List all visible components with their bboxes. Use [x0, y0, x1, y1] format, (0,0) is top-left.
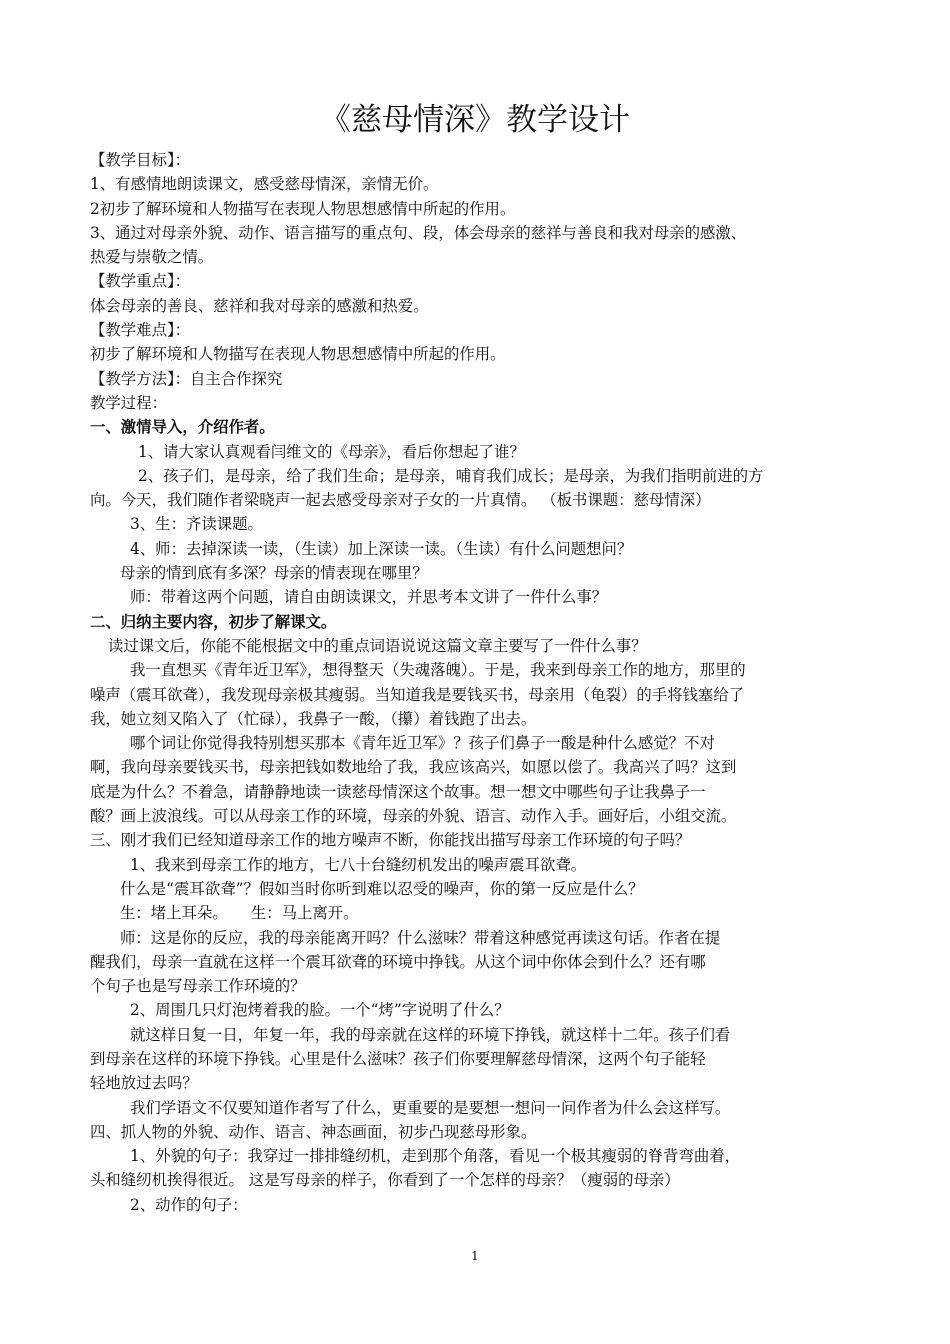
text-line: 1、外貌的句子：我穿过一排排缝纫机，走到那个角落，看见一个极其瘦弱的脊背弯曲着，	[130, 1147, 741, 1166]
text-line: 1、有感情地朗读课文，感受慈母情深，亲情无价。	[90, 175, 439, 194]
text-line: 醒我们，母亲一直就在这样一个震耳欲聋的环境中挣钱。从这个词中你体会到什么？还有哪	[90, 952, 706, 971]
text-line: 读过课文后，你能不能根据文中的重点词语说说这篇文章主要写了一件什么事？	[108, 636, 647, 655]
text-line: 啊，我向母亲要钱买书，母亲把钱如数地给了我，我应该高兴，如愿以偿了。我高兴了吗？这到	[90, 758, 737, 777]
text-line: 四、抓人物的外貌、动作、语言、神态画面，初步凸现慈母形象。	[90, 1122, 537, 1141]
text-line: 2、周围几只灯泡烤着我的脸。一个“烤”字说明了什么？	[130, 1001, 510, 1020]
text-line: 个句子也是写母亲工作环境的？	[90, 977, 306, 996]
text-line: 2、孩子们，是母亲，给了我们生命；是母亲，哺育我们成长；是母亲，为我们指明前进的方	[138, 466, 764, 485]
text-line: 师：带着这两个问题，请自由朗读课文，并思考本文讲了一件什么事？	[130, 588, 608, 607]
text-line: 到母亲在这样的环境下挣钱。心里是什么滋味？孩子们你要理解慈母情深，这两个句子能轻	[90, 1049, 706, 1068]
text-line: 轻地放过去吗？	[90, 1074, 198, 1093]
text-line: 向。今天，我们随作者梁晓声一起去感受母亲对子女的一片真情。 （板书课题：慈母情深）	[90, 491, 711, 510]
text-line: 酸？画上波浪线。可以从母亲工作的环境，母亲的外貌、语言、动作入手。画好后，小组交流。	[90, 807, 737, 826]
text-line: 哪个词让你觉得我特别想买那本《青年近卫军》？孩子们鼻子一酸是种什么感觉？不对	[130, 734, 715, 753]
text-line: 底是为什么？不着急，请静静地读一读慈母情深这个故事。想一想文中哪些句子让我鼻子一	[90, 782, 706, 801]
section-heading: 二、归纳主要内容，初步了解课文。	[90, 612, 337, 631]
page-number: 1	[471, 1249, 479, 1263]
section-heading: 一、激情导入，介绍作者。	[90, 418, 275, 437]
text-line: 【教学难点】：	[90, 321, 191, 340]
text-line: 生：堵上耳朵。 生：马上离开。	[120, 904, 359, 923]
text-line: 2、动作的句子：	[130, 1195, 248, 1214]
text-line: 3、生：齐读课题。	[130, 515, 263, 534]
text-line: 热爱与崇敬之情。	[90, 248, 214, 267]
text-line: 体会母亲的善良、慈祥和我对母亲的感激和热爱。	[90, 296, 429, 315]
text-line: 噪声（震耳欲聋），我发现母亲极其瘦弱。当知道我是要钱买书，母亲用（龟裂）的手将钱塞给了	[90, 685, 745, 704]
text-line: 【教学目标】：	[90, 151, 191, 169]
text-line: 3、通过对母亲外貌、动作、语言描写的重点句、段，体会母亲的慈祥与善良和我对母亲的感激、	[90, 223, 747, 242]
text-line: 我，她立刻又陷入了（忙碌），我鼻子一酸，（攥）着钱跑了出去。	[90, 709, 537, 728]
text-line: 什么是“震耳欲聋”？假如当时你听到难以忍受的噪声，你的第一反应是什么？	[120, 879, 644, 898]
text-line: 4、师：去掉深读一读，（生读）加上深读一读。（生读）有什么问题想问？	[130, 539, 633, 558]
text-line: 教学过程：	[90, 393, 167, 412]
text-line: 母亲的情到底有多深？母亲的情表现在哪里？	[120, 564, 428, 583]
text-line: 【教学重点】：	[90, 272, 191, 291]
text-line: 初步了解环境和人物描写在表现人物思想感情中所起的作用。	[90, 345, 506, 364]
text-line: 头和缝纫机挨得很近。 这是写母亲的样子，你看到了一个怎样的母亲？（瘦弱的母亲）	[90, 1171, 680, 1190]
text-line: 1、我来到母亲工作的地方，七八十台缝纫机发出的噪声震耳欲聋。	[130, 855, 587, 874]
document-body	[90, 148, 865, 1217]
text-line: 三、刚才我们已经知道母亲工作的地方噪声不断，你能找出描写母亲工作环境的句子吗？	[90, 831, 691, 850]
text-line: 师：这是你的反应，我的母亲能离开吗？什么滋味？带着这种感觉再读这句话。作者在提	[120, 928, 721, 947]
text-line: 【教学方法】：自主合作探究	[90, 369, 283, 388]
document-title: 《慈母情深》教学设计	[320, 102, 630, 138]
text-line: 我一直想买《青年近卫军》，想得整天（失魂落魄）。于是，我来到母亲工作的地方，那里的	[130, 661, 746, 680]
text-line: 我们学语文不仅要知道作者写了什么，更重要的是要想一想问一问作者为什么会这样写。	[130, 1098, 731, 1117]
text-line: 2初步了解环境和人物描写在表现人物思想感情中所起的作用。	[90, 199, 516, 218]
text-line: 1、请大家认真观看闫维文的《母亲》，看后你想起了谁？	[138, 442, 525, 461]
text-line: 就这样日复一日，年复一年，我的母亲就在这样的环境下挣钱，就这样十二年。孩子们看	[130, 1025, 731, 1044]
